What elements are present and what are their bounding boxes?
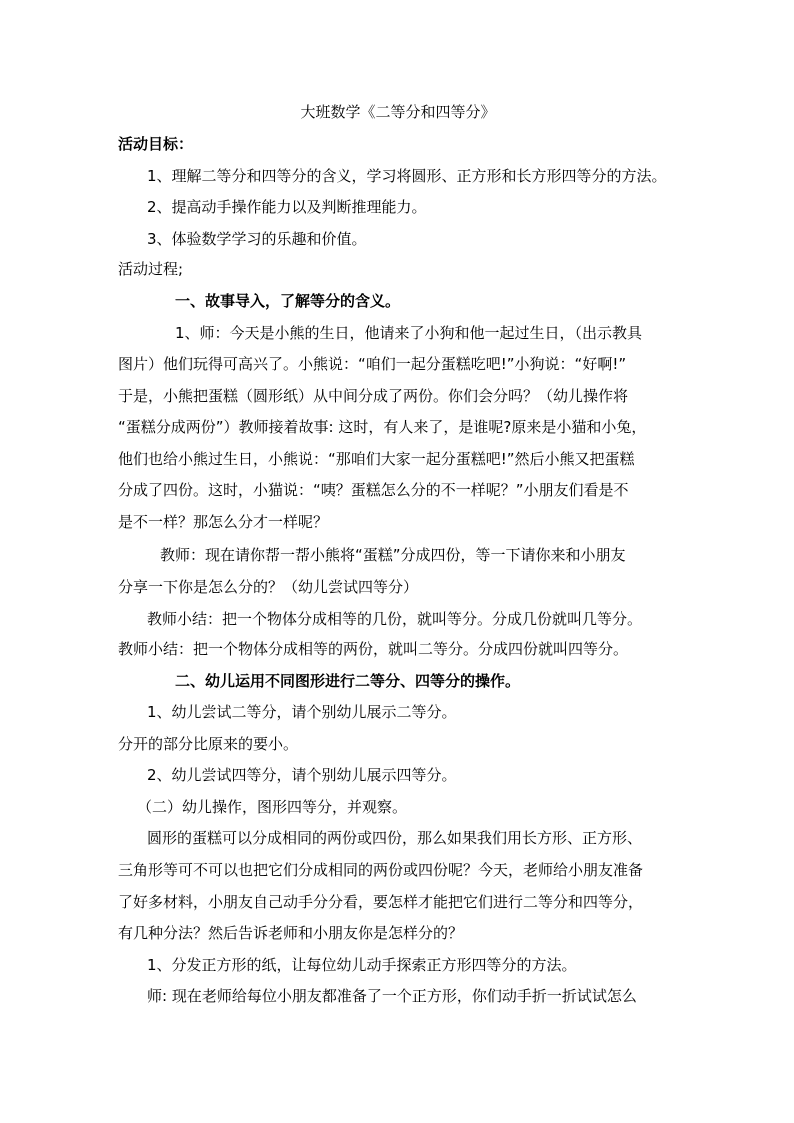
paragraph-line: （二）幼儿操作，图形四等分，并观察。 xyxy=(137,798,408,816)
step-heading-1: 一、故事导入，了解等分的含义。 xyxy=(175,292,401,310)
document-title: 大班数学《二等分和四等分》 xyxy=(300,103,496,121)
goal-item-3: 3、体验数学学习的乐趣和价值。 xyxy=(147,230,367,248)
paragraph-line: 分享一下你是怎么分的？（幼儿尝试四等分） xyxy=(118,578,419,596)
step-heading-2: 二、幼儿运用不同图形进行二等分、四等分的操作。 xyxy=(175,672,521,690)
paragraph-line: 2、幼儿尝试四等分，请个别幼儿展示四等分。 xyxy=(147,766,457,784)
paragraph-line: 了好多材料，小朋友自己动手分分看，要怎样才能把它们进行二等分和四等分， xyxy=(118,893,644,911)
summary-line: 教师小结：把一个物体分成相等的两份，就叫二等分。分成四份就叫四等分。 xyxy=(118,640,629,658)
paragraph-line: 三角形等可不可以也把它们分成相同的两份或四份呢？今天，老师给小朋友准备 xyxy=(118,861,644,879)
paragraph-line: 是不一样？那怎么分才一样呢？ xyxy=(118,513,329,531)
paragraph-line: “蛋糕分成两份”）教师接着故事: 这时，有人来了，是谁呢?原来是小猫和小兔， xyxy=(118,418,647,436)
paragraph-line: 1、幼儿尝试二等分，请个别幼儿展示二等分。 xyxy=(147,703,457,721)
paragraph-line: 于是，小熊把蛋糕（圆形纸）从中间分成了两份。你们会分吗？（幼儿操作将 xyxy=(118,387,629,405)
paragraph-line: 圆形的蛋糕可以分成相同的两份或四份，那么如果我们用长方形、正方形、 xyxy=(147,829,643,847)
summary-line: 教师小结：把一个物体分成相等的几份，就叫等分。分成几份就叫几等分。 xyxy=(147,610,643,628)
paragraph-line: 1、师：今天是小熊的生日，他请来了小狗和他一起过生日，（出示教具 xyxy=(175,324,643,342)
paragraph-line: 分成了四份。这时，小猫说：“咦？蛋糕怎么分的不一样呢？”小朋友们看是不 xyxy=(118,481,629,499)
paragraph-line: 师: 现在老师给每位小朋友都准备了一个正方形，你们动手折一折试试怎么 xyxy=(147,987,637,1005)
paragraph-line: 图片）他们玩得可高兴了。小熊说：“咱们一起分蛋糕吃吧!”小狗说：“好啊!” xyxy=(118,355,627,373)
goal-item-2: 2、提高动手操作能力以及判断推理能力。 xyxy=(147,198,427,216)
section-heading-goals: 活动目标： xyxy=(118,135,194,153)
paragraph-line: 他们也给小熊过生日，小熊说：“那咱们大家一起分蛋糕吧!”然后小熊又把蛋糕 xyxy=(118,450,635,468)
goal-item-1: 1、理解二等分和四等分的含义，学习将圆形、正方形和长方形四等分的方法。 xyxy=(147,167,667,185)
paragraph-line: 分开的部分比原来的要小。 xyxy=(118,735,299,753)
paragraph-line: 1、分发正方形的纸，让每位幼儿动手探索正方形四等分的方法。 xyxy=(147,956,577,974)
section-heading-process: 活动过程; xyxy=(118,260,184,278)
paragraph-line: 教师：现在请你帮一帮小熊将“蛋糕”分成四份，等一下请你来和小朋友 xyxy=(160,546,626,564)
paragraph-line: 有几种分法？然后告诉老师和小朋友你是怎样分的？ xyxy=(118,924,464,942)
